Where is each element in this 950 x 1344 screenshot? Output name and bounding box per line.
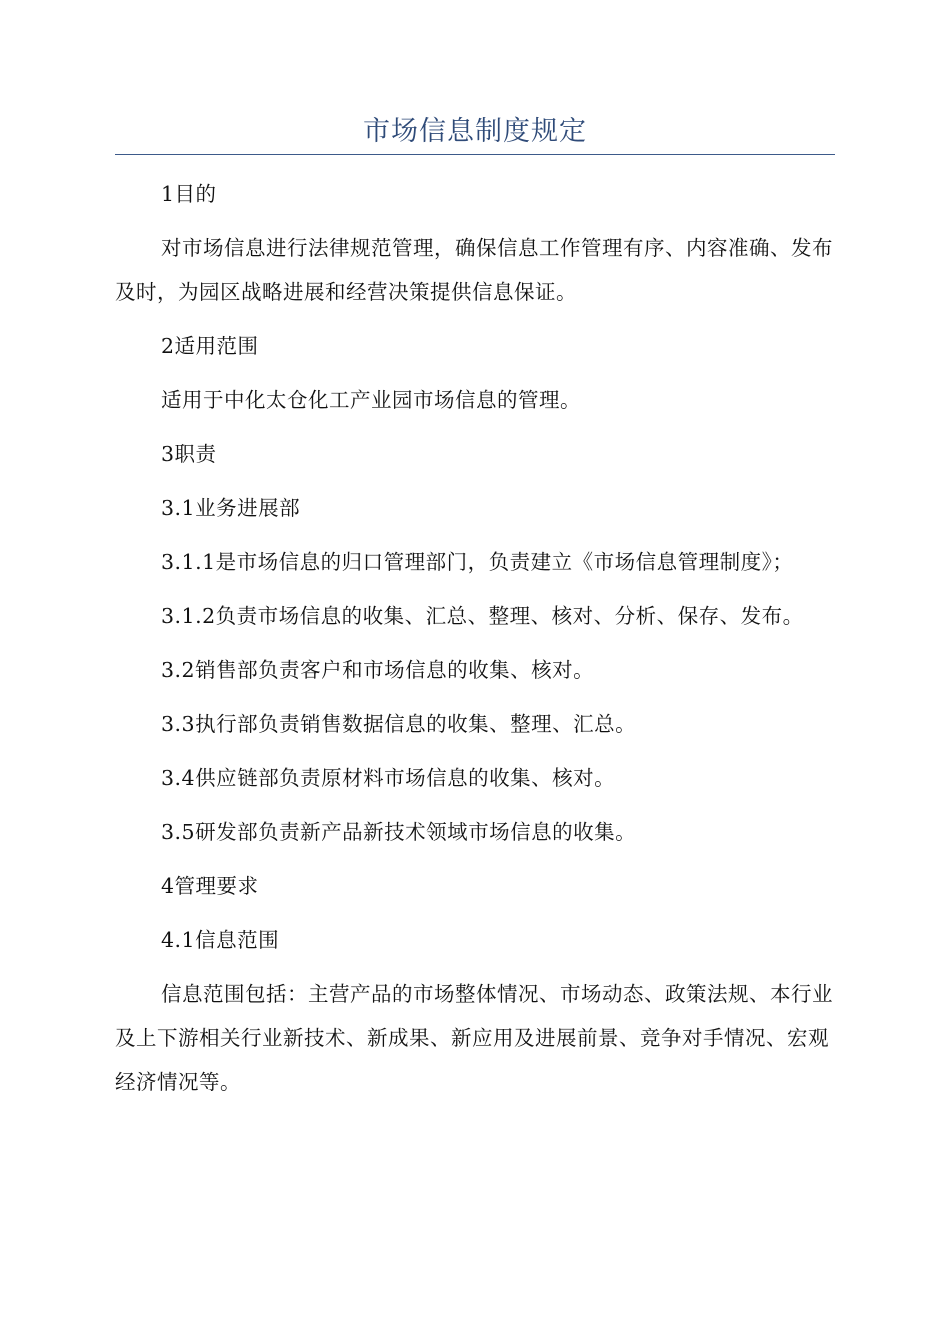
subsection-heading-info-scope: 4.1信息范围 <box>161 928 280 952</box>
paragraph-purpose: 对市场信息进行法律规范管理，确保信息工作管理有序、内容准确、发布及时，为园区战略进展和经营决策提供信息保证。 <box>115 236 833 304</box>
paragraph-info-scope: 信息范围包括：主营产品的市场整体情况、市场动态、政策法规、本行业及上下游相关行业新技术、新成果、新应用及进展前景、竞争对手情况、宏观经济情况等。 <box>115 982 833 1094</box>
paragraph-duty-3-3: 3.3执行部负责销售数据信息的收集、整理、汇总。 <box>161 712 637 736</box>
section-heading-purpose: 1目的 <box>161 182 217 206</box>
section-heading-scope: 2适用范围 <box>161 334 259 358</box>
document-page <box>115 112 835 1114</box>
section-heading-management: 4管理要求 <box>161 874 259 898</box>
section-heading-duties: 3职责 <box>161 442 217 466</box>
paragraph-duty-3-5: 3.5研发部负责新产品新技术领域市场信息的收集。 <box>161 820 637 844</box>
document-body <box>115 172 835 1104</box>
document-title: 市场信息制度规定 <box>363 116 587 147</box>
subsection-heading-business-dept: 3.1业务进展部 <box>161 496 301 520</box>
paragraph-scope: 适用于中化太仓化工产业园市场信息的管理。 <box>161 388 581 412</box>
paragraph-duty-3-1-1: 3.1.1是市场信息的归口管理部门，负责建立《市场信息管理制度》； <box>161 550 794 574</box>
title-underline <box>115 154 835 155</box>
paragraph-duty-3-1-2: 3.1.2负责市场信息的收集、汇总、整理、核对、分析、保存、发布。 <box>161 604 804 628</box>
paragraph-duty-3-4: 3.4供应链部负责原材料市场信息的收集、核对。 <box>161 766 616 790</box>
paragraph-duty-3-2: 3.2销售部负责客户和市场信息的收集、核对。 <box>161 658 595 682</box>
